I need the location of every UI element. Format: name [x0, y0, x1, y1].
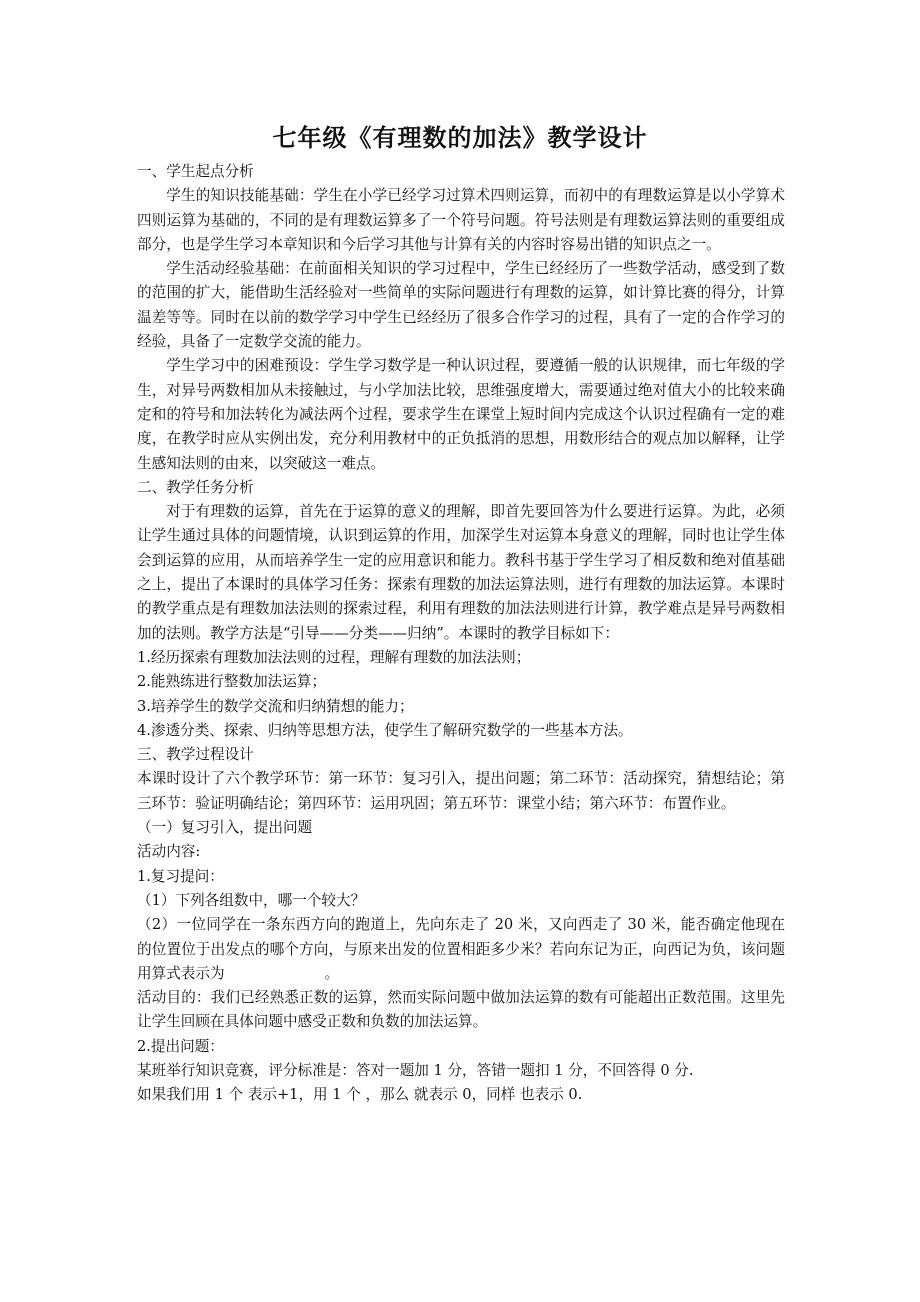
paragraph-last-line: 如果我们用 1 个 表示+1，用 1 个 ，那么 就表示 0，同样 也表示 0. [137, 1086, 583, 1104]
goal-item-2: 2.能熟练进行整数加法运算； [137, 673, 327, 691]
paragraph-contest: 某班举行知识竞赛，评分标准是：答对一题加 1 分，答错一题扣 1 分，不回答得 0 分. [137, 1061, 694, 1079]
question-2-text: （2）一位同学在一条东西方向的跑道上，先向东走了 20 米，又向西走了 30 米，能否确定他现在的位置位于出发点的哪个方向，与原来出发的位置相距多少米？若向东记为正，向西记为负，该问题用算式表示为 [137, 916, 785, 982]
document-body [137, 160, 785, 1108]
question-2 [137, 913, 785, 986]
paragraph-knowledge-base: 学生的知识技能基础：学生在小学已经学习过算术四则运算，而初中的有理数运算是以小学算术四则运算为基础的，不同的是有理数运算多了一个符号问题。符号法则是有理数运算法则的重要组成部分，也是学生学习本章知识和今后学习其他与计算有关的内容时容易出错的知识点之一。 [137, 187, 785, 253]
goal-item-4: 4.渗透分类、探索、归纳等思想方法，使学生了解研究数学的一些基本方法。 [137, 721, 633, 739]
goal-item-1: 1.经历探索有理数加法法则的过程，理解有理数的加法法则； [137, 648, 531, 666]
paragraph-task-analysis: 对于有理数的运算，首先在于运算的意义的理解，即首先要回答为什么要进行运算。为此，必须让学生通过具体的问题情境，认识到运算的作用，加深学生对运算本身意义的理解，同时也让学生体会到运算的应用，从而培养学生一定的应用意识和能力。教科书基于学生学习了相反数和绝对值基础之上，提出了本课时的具体学习任务：探索有理数的加法运算法则，进行有理数的加法运算。本课时的教学重点是有理数加法法则的探索过程，利用有理数的加法法则进行计算，教学难点是异号两数相加的法则。教学方法是“引导——分类——归纳”。本课时的教学目标如下： [137, 503, 785, 642]
section-heading-1: 一、学生起点分析 [137, 163, 254, 180]
subsection-heading-1: （一）复习引入，提出问题 [137, 819, 313, 837]
review-label: 1.复习提问： [137, 867, 224, 885]
activity-label: 活动内容: [137, 843, 201, 861]
question-1: （1）下列各组数中，哪一个较大？ [137, 891, 366, 909]
question-2-end: 。 [324, 964, 340, 982]
goal-item-3: 3.培养学生的数学交流和归纳猜想的能力； [137, 697, 414, 715]
page-title: 七年级《有理数的加法》教学设计 [272, 124, 648, 152]
section-heading-2: 二、教学任务分析 [137, 478, 254, 496]
paragraph-activity-purpose: 活动目的：我们已经熟悉正数的运算，然而实际问题中做加法运算的数有可能超出正数范围。这里先让学生回顾在具体问题中感受正数和负数的加法运算。 [137, 989, 785, 1031]
paragraph-learning-difficulty: 学生学习中的困难预设：学生学习数学是一种认识过程，要遵循一般的认识规律，而七年级的学生，对异号两数相加从未接触过，与小学加法比较，思维强度增大，需要通过绝对值大小的比较来确定和的符号和加法转化为减法两个过程，要求学生在课堂上短时间内完成这个认识过程确有一定的难度，在教学时应从实例出发，充分利用教材中的正负抵消的思想，用数形结合的观点加以解释，让学生感知法则的由来，以突破这一难点。 [137, 357, 785, 472]
paragraph-activity-experience: 学生活动经验基础：在前面相关知识的学习过程中，学生已经经历了一些数学活动，感受到了数的范围的扩大，能借助生活经验对一些简单的实际问题进行有理数的运算，如计算比赛的得分，计算温差等等。同时在以前的数学学习中学生已经经历了很多合作学习的过程，具有了一定的合作学习的经验，具备了一定数学交流的能力。 [137, 260, 785, 351]
raise-question-label: 2.提出问题： [137, 1037, 224, 1055]
paragraph-process-overview: 本课时设计了六个教学环节：第一环节：复习引入，提出问题；第二环节：活动探究，猜想结论；第三环节：验证明确结论；第四环节：运用巩固；第五环节：课堂小结；第六环节：布置作业。 [137, 770, 785, 812]
section-heading-3: 三、教学过程设计 [137, 746, 254, 764]
